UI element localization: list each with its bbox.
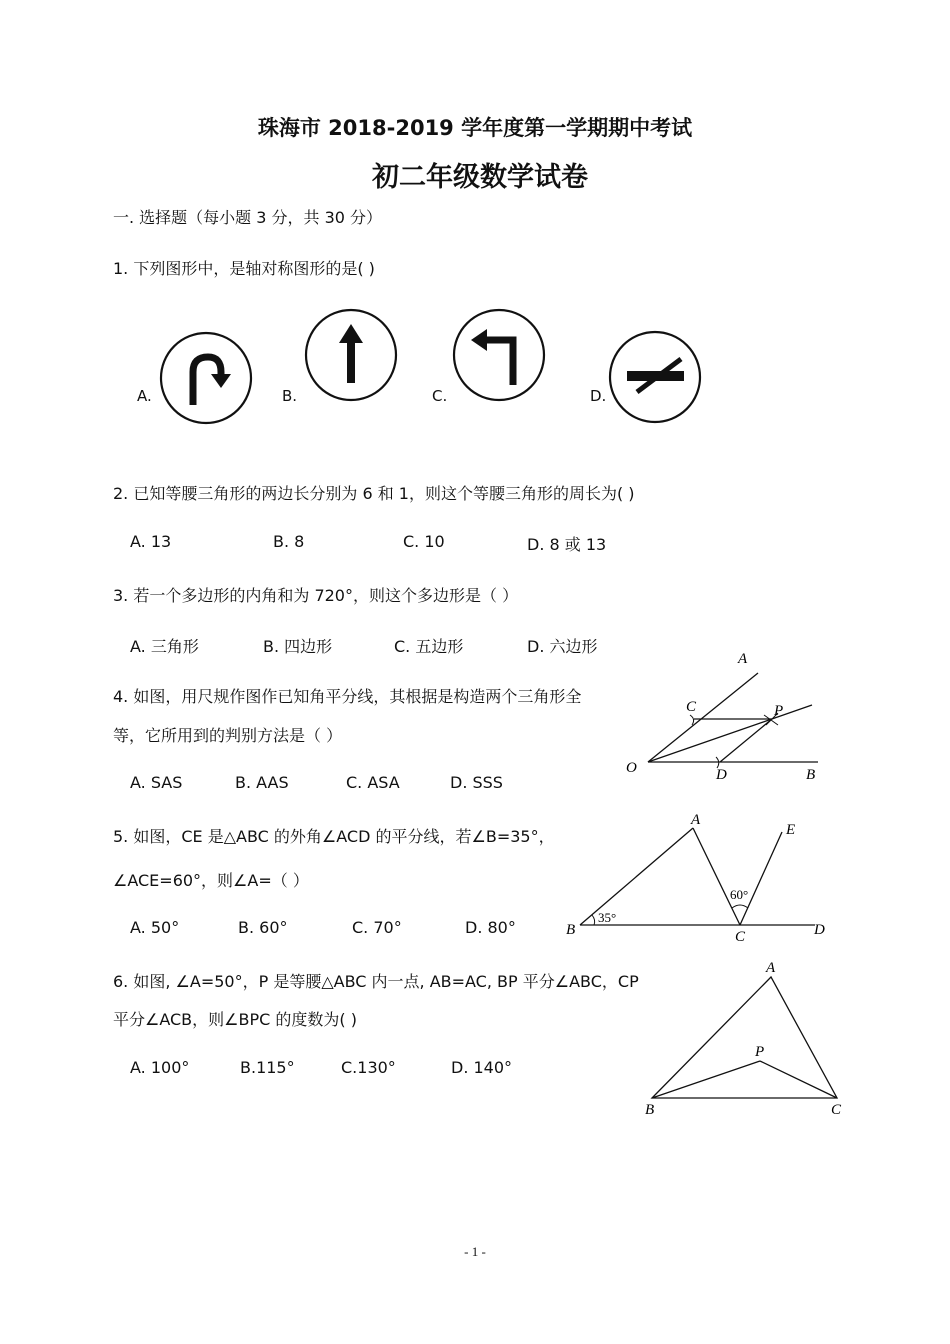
q2-option-b: B. 8 [273, 532, 305, 551]
u-turn-sign-icon [158, 330, 254, 426]
fig4-label-a: A [738, 651, 748, 667]
fig5-label-e: E [786, 822, 796, 838]
q6-option-b: B.115° [240, 1058, 295, 1077]
question-5-stem-line1: 5. 如图，CE 是△ABC 的外角∠ACD 的平分线，若∠B=35°， [113, 827, 555, 846]
q4-option-a: A. SAS [130, 773, 183, 792]
q4-option-c: C. ASA [346, 773, 400, 792]
section-heading: 一. 选择题（每小题 3 分，共 30 分） [113, 208, 383, 227]
q2-option-a: A. 13 [130, 532, 172, 551]
straight-arrow-sign-icon [303, 307, 399, 403]
fig6-label-a: A [766, 960, 776, 976]
q3-option-d: D. 六边形 [527, 637, 598, 656]
fig4-label-b: B [806, 767, 816, 783]
q1-option-d-label: D. [590, 387, 607, 405]
left-turn-sign-icon [451, 307, 547, 403]
question-4-stem-line2: 等，它所用到的判别方法是（ ） [113, 726, 343, 745]
exam-subtitle: 初二年级数学试卷 [372, 162, 588, 193]
q3-option-b: B. 四边形 [263, 637, 333, 656]
no-crossing-sign-icon [607, 329, 703, 425]
q5-option-c: C. 70° [352, 918, 402, 937]
fig4-label-p: P [774, 703, 784, 719]
q4-option-b: B. AAS [235, 773, 289, 792]
q3-option-a: A. 三角形 [130, 637, 199, 656]
q5-option-a: A. 50° [130, 918, 180, 937]
fig6-label-p: P [755, 1044, 765, 1060]
question-5-stem-line2: ∠ACE=60°，则∠A=（ ） [113, 871, 309, 890]
fig6-label-c: C [831, 1102, 842, 1118]
fig5-label-b: B [566, 922, 576, 938]
question-1-stem: 1. 下列图形中，是轴对称图形的是( ) [113, 259, 375, 278]
angle-bisector-figure [620, 645, 835, 785]
fig5-angle-c: 60° [730, 887, 749, 902]
fig6-label-b: B [645, 1102, 655, 1118]
fig5-label-d: D [814, 922, 825, 938]
fig4-label-d: D [716, 767, 727, 783]
q1-option-c-label: C. [432, 387, 448, 405]
q2-option-d: D. 8 或 13 [527, 535, 607, 554]
exam-title: 珠海市 2018-2019 学年度第一学期期中考试 [257, 116, 693, 140]
fig5-angle-b: 35° [598, 910, 617, 925]
question-4-stem-line1: 4. 如图，用尺规作图作已知角平分线，其根据是构造两个三角形全 [113, 687, 582, 706]
fig5-label-c: C [735, 929, 746, 945]
question-2-stem: 2. 已知等腰三角形的两边长分别为 6 和 1，则这个等腰三角形的周长为( ) [113, 484, 635, 503]
question-6-stem-line1: 6. 如图, ∠A=50°，P 是等腰△ABC 内一点, AB=AC, BP 平分∠ABC，CP [113, 972, 639, 991]
fig5-label-a: A [691, 812, 701, 828]
q1-option-a-label: A. [137, 387, 152, 405]
fig4-label-o: O [626, 760, 637, 776]
fig4-label-c: C [686, 699, 697, 715]
q6-option-c: C.130° [341, 1058, 396, 1077]
q2-option-c: C. 10 [403, 532, 445, 551]
exterior-angle-figure [560, 810, 835, 945]
q6-option-d: D. 140° [451, 1058, 513, 1077]
question-3-stem: 3. 若一个多边形的内角和为 720°，则这个多边形是（ ） [113, 586, 519, 605]
q6-option-a: A. 100° [130, 1058, 190, 1077]
q5-option-b: B. 60° [238, 918, 288, 937]
q3-option-c: C. 五边形 [394, 637, 464, 656]
triangle-incenter-figure [635, 955, 855, 1125]
page-number: - 1 - [464, 1244, 486, 1259]
question-6-stem-line2: 平分∠ACB，则∠BPC 的度数为( ) [113, 1010, 357, 1029]
q1-option-b-label: B. [282, 387, 298, 405]
q5-option-d: D. 80° [465, 918, 516, 937]
q4-option-d: D. SSS [450, 773, 503, 792]
